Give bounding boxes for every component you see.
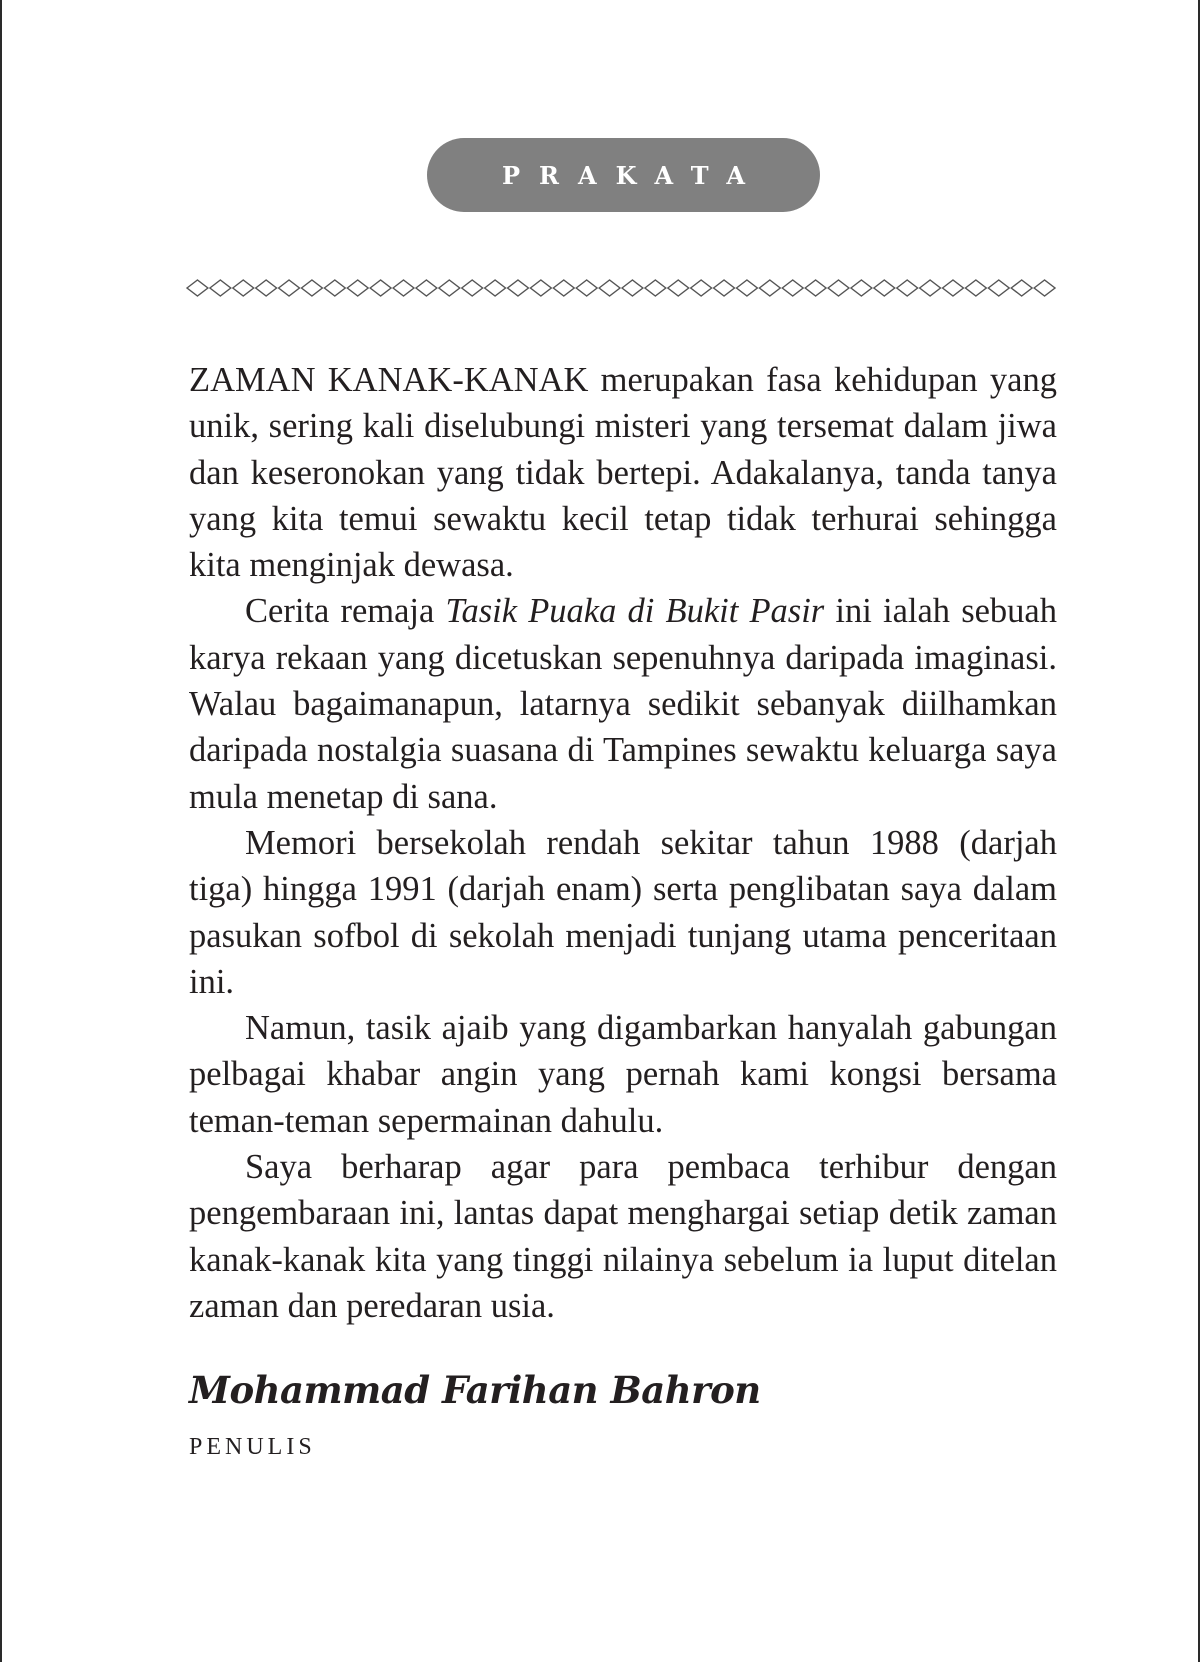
paragraph-5: Saya berharap agar para pembaca terhibur dengan pengembaraan ini, lantas dapat menghargai setiap detik zaman kanak-kanak kita yang tinggi nilainya sebelum ia luput ditelan zaman dan peredaran usia. [189,1148,1057,1325]
divider-diamond [668,280,689,296]
book-title: Tasik Puaka di Bukit Pasir [445,592,825,631]
author-signature: Mohammad Farihan Bahron [189,1368,761,1412]
divider-diamond [874,280,895,296]
chapter-title: PRAKATA [502,160,764,190]
paragraph-2 [189,588,1057,819]
divider-diamond [210,280,231,296]
divider-diamond [347,280,368,296]
divider-diamond [759,280,780,296]
diamond-divider [186,277,1056,299]
divider-diamond [828,280,849,296]
divider-diamond [462,280,483,296]
page-border-left [0,0,2,1662]
divider-diamond [736,280,757,296]
divider-diamond [508,280,529,296]
divider-diamond [187,280,208,296]
divider-diamond [897,280,918,296]
paragraph-3: Memori bersekolah rendah sekitar tahun 1988 (darjah tiga) hingga 1991 (darjah enam) serta penglibatan saya dalam pasukan sofbol di sekolah menjadi tunjang utama penceritaan ini. [189,823,1057,1001]
divider-diamond [439,280,460,296]
preface-body [189,357,1057,1329]
divider-diamond [1034,280,1055,296]
divider-diamond [805,280,826,296]
divider-diamond [301,280,322,296]
paragraph-2-lead: Cerita remaja [245,592,446,631]
divider-diamond [714,280,735,296]
divider-diamond [1011,280,1032,296]
divider-diamond [988,280,1009,296]
divider-diamond [256,280,277,296]
divider-diamond [393,280,414,296]
divider-diamond [782,280,803,296]
paragraph-4: Namun, tasik ajaib yang digambarkan hanyalah gabungan pelbagai khabar angin yang pernah kami kongsi bersama teman-teman sepermainan dahulu. [189,1009,1057,1140]
divider-diamond [645,280,666,296]
divider-diamond [851,280,872,296]
author-role: PENULIS [189,1434,316,1460]
divider-diamond [943,280,964,296]
divider-diamond [370,280,391,296]
divider-diamond [233,280,254,296]
divider-diamond [576,280,597,296]
divider-diamond [553,280,574,296]
divider-diamond [965,280,986,296]
chapter-heading-badge [427,138,820,212]
paragraph-1: ZAMAN KANAK-KANAK merupakan fasa kehidupan yang unik, sering kali diselubungi misteri yang tersemat dalam jiwa dan keseronokan yang tidak bertepi. Adakalanya, tanda tanya yang kita temui sewaktu kecil tetap tidak terhurai sehingga kita menginjak dewasa. [189,361,1057,585]
paragraph-2-rest: ini ialah sebuah karya rekaan yang dicetuskan sepenuhnya daripada imaginasi. Walau bagaimanapun, latarnya sedikit sebanyak diilhamkan daripada nostalgia suasana di Tampines sewaktu keluarga saya mula menetap di sana. [189,592,1057,816]
divider-diamond [920,280,941,296]
divider-diamond [485,280,506,296]
divider-diamond [416,280,437,296]
divider-diamond [279,280,300,296]
divider-diamond [691,280,712,296]
divider-diamond [622,280,643,296]
divider-diamond [599,280,620,296]
divider-diamond [324,280,345,296]
divider-diamond [530,280,551,296]
